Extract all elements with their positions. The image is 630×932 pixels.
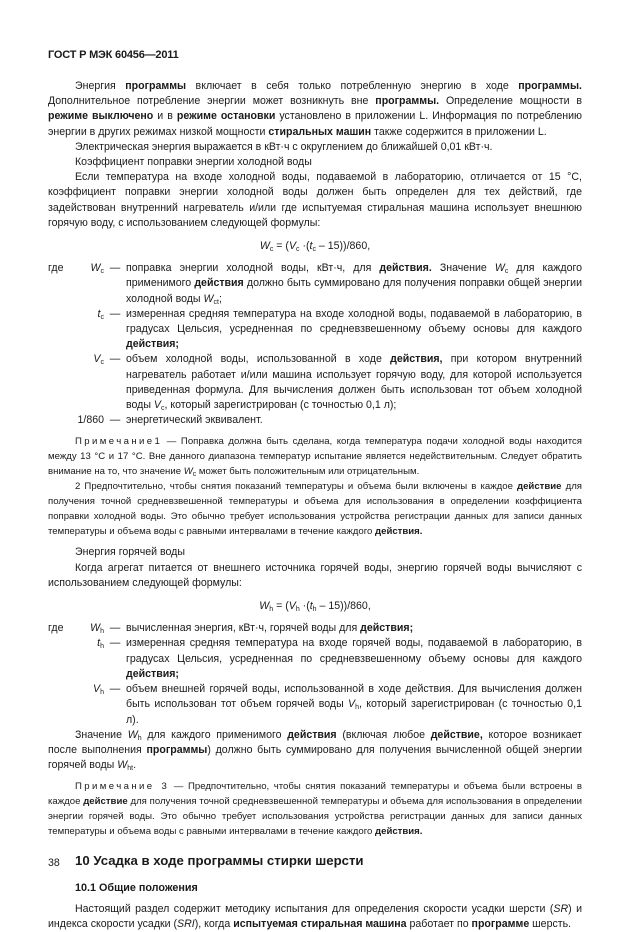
section-10-1-title: 10.1 Общие положения xyxy=(75,881,198,894)
definition-item: $t_h$ — измеренная средняя температура на входе горячей воды, подаваемой в лабораторию, в градусах Цельсия, усредненная по средневзвешенному объему основы для каждого действия; xyxy=(97,637,582,680)
note-1: Примечание1 — Поправка должна быть сделана, когда температура подачи холодной воды находится между 13 °С и 17 °С. Вне данного диапазона температур испытание является недействительным. Следует обратить внимание на то, что значение $W_c$ может быть положительным или отрицательным. xyxy=(48,436,582,479)
definition-item: где $W_h$ — вычисленная энергия, кВт·ч, горячей воды для действия; xyxy=(48,622,414,636)
paragraph-electric-energy: Электрическая энергия выражается в кВт·ч с округлением до ближайшей 0,01 кВт·ч. xyxy=(75,140,493,153)
paragraph-cold-water-condition: Если температура на входе холодной воды, подаваемой в лабораторию, отличается от 15 °С, коэффициент поправки энергии холодной воды должен быть определен для тех действий, где задействован внутренний нагреватель и/или где испытуемая стиральная машина использует внешнюю горячую воду, с использованием следующей формулы: xyxy=(48,171,582,229)
subheading-cold-water: Коэффициент поправки энергии холодной воды xyxy=(75,156,312,169)
definition-item: где $W_c$ — поправка энергии холодной воды, кВт·ч, для действия. Значение $W_c$ для каждого применимого действия должно быть суммировано для получения поправки общей энергии холодной воды $W_{ct}$; xyxy=(48,262,582,306)
section-10-title: 10 Усадка в ходе программы стирки шерсти xyxy=(75,853,364,869)
formula-cold-water: $W_c = (V_c \cdot(t_c - 15))/860$, xyxy=(259,240,371,254)
definition-item: $V_c$ — объем холодной воды, использованной в ходе действия, при котором внутренний нагреватель работает и/или машина использует горячую воду, для которой используется приведенная формула. Для вычисления должен быть использован тот объем холодной воды $V_c$, который зарегистрирован (с точностью 0,1 л); xyxy=(93,353,582,413)
page-number: 38 xyxy=(48,857,60,869)
note-label: Примечание xyxy=(75,781,155,793)
standard-header: ГОСТ Р МЭК 60456—2011 xyxy=(48,49,179,61)
formula-hot-water: $W_h = (V_h \cdot(t_h - 15))/860$, xyxy=(259,600,371,614)
definitions-cold xyxy=(48,261,582,428)
note-label: Примечание xyxy=(75,436,155,448)
paragraph-hot-sum: Значение $W_h$ для каждого применимого действия (включая любое действие, которое возникает после выполнения программы) должно быть суммировано для получения вычисленной общей энергии горячей воды $W_{ht}$. xyxy=(48,728,582,773)
definition-item: $V_h$ — объем внешней горячей воды, использованной в ходе действия. Для вычисления должен быть использован тот объем горячей воды $V_h$, который зарегистрирован (с точностью 0,1 л). xyxy=(93,683,582,726)
note-2: 2 Предпочтительно, чтобы снятия показаний температуры и объема были включены в каждое действие для получения точной средневзвешенной температуры и объема для использования в определении коэффициента поправки холодной воды. Это обычно требует использования устройства регистрации данных для записи данных температуры и объема воды с равными интервалами в течение каждого действия. xyxy=(48,481,582,538)
note-3: Примечание 3 — Предпочтительно, чтобы снятия показаний температуры и объема были встроены в каждое действие для получения точной средневзвешенной температуры и объема для использования в определении энергии горячей воды. Это обычно требует использования устройства регистрации данных для записи данных температуры и объема воды с равными интервалами в течение каждого действия. xyxy=(48,781,582,838)
paragraph-section-10-1: Настоящий раздел содержит методику испытания для определения скорости усадки шерсти (SR) и индекса скорости усадки (SRI), когда испытуемая стиральная машина работает по программе шерсть. xyxy=(48,902,583,930)
subheading-hot-water: Энергия горячей воды xyxy=(75,546,185,559)
definition-item: 1/860 — энергетический эквивалент. xyxy=(77,414,263,427)
definitions-hot xyxy=(48,621,582,727)
paragraph-hot-water: Когда агрегат питается от внешнего источника горячей воды, энергию горячей воды вычисляют с использованием следующей формулы: xyxy=(48,561,582,589)
paragraph-program-energy: Энергия программы включает в себя только потребленную энергию в ходе программы. Дополнительное потребление энергии может возникнуть вне программы. Определение мощности в режиме выключено и в режиме остановки установлено в приложении L. Информация по потреблению энергии в других режимах низкой мощности стиральных машин также содержится в приложении L. xyxy=(48,80,583,138)
definition-item: $t_c$ — измеренная средняя температура на входе холодной воды, подаваемой в лабораторию, в градусах Цельсия, усредненная по средневзвешенному объему основы для каждого действия; xyxy=(97,307,582,351)
page-content xyxy=(48,79,582,932)
